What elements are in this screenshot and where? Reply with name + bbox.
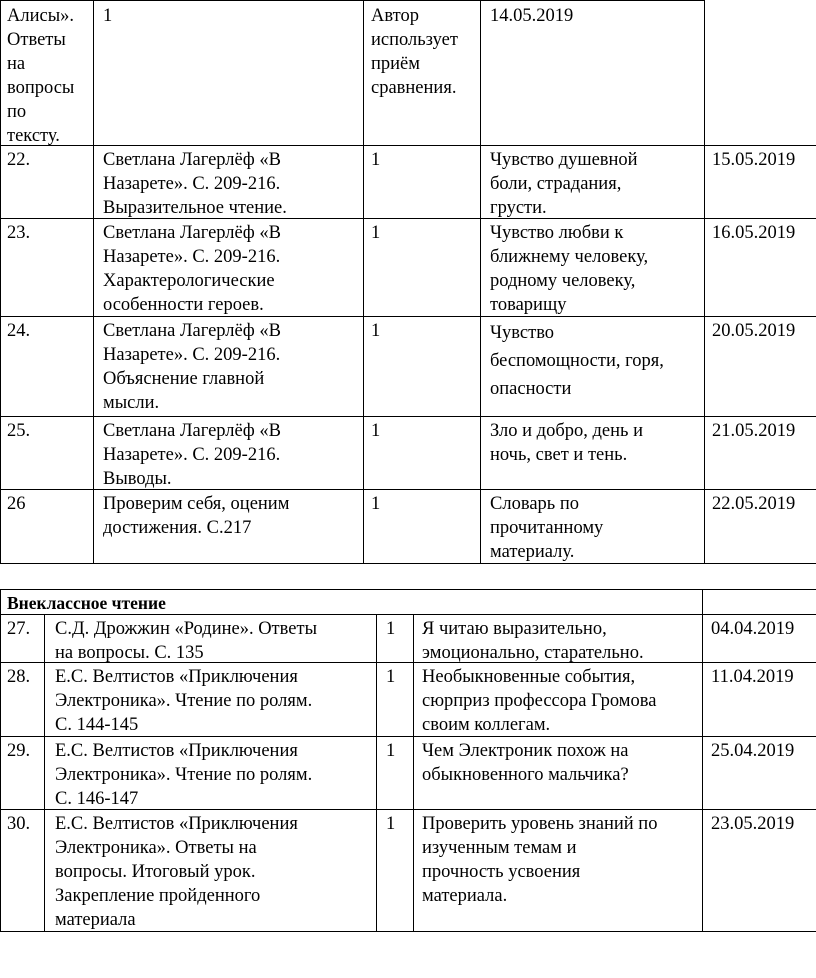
lesson-topic-cell: 1 — [103, 6, 113, 26]
section-title: Внеклассное чтение — [7, 593, 166, 613]
content-cell: Чувство беспомощности, горя, опасности — [490, 323, 664, 399]
lesson-number-cell: 25. — [7, 421, 31, 441]
date-cell: 16.05.2019 — [712, 223, 796, 243]
content-cell: Зло и добро, день и ночь, свет и тень. — [490, 421, 643, 465]
hours-cell: 1 — [371, 421, 381, 441]
content-cell: 14.05.2019 — [490, 6, 574, 26]
lesson-number-cell: 22. — [7, 150, 31, 170]
date-cell: 21.05.2019 — [712, 421, 796, 441]
lesson-topic-cell: Светлана Лагерлёф «В Назарете». С. 209-216. Объяснение главной мысли. — [103, 321, 281, 413]
hours-cell: 1 — [386, 667, 396, 687]
hours-cell: 1 — [371, 150, 381, 170]
hours-cell: 1 — [386, 619, 396, 639]
lesson-topic-cell: Светлана Лагерлёф «В Назарете». С. 209-216. Выразительное чтение. — [103, 150, 287, 218]
content-cell: Необыкновенные события, сюрприз профессора Громова своим коллегам. — [422, 667, 657, 735]
content-cell: Я читаю выразительно, эмоционально, старательно. — [422, 619, 644, 663]
hours-cell: 1 — [386, 814, 396, 834]
lesson-topic-cell: С.Д. Дрожжин «Родине». Ответы на вопросы. С. 135 — [55, 619, 317, 663]
date-cell: 22.05.2019 — [712, 494, 796, 514]
hours-cell: 1 — [371, 494, 381, 514]
content-cell: Чем Электроник похож на обыкновенного мальчика? — [422, 741, 629, 785]
date-cell: 11.04.2019 — [711, 667, 794, 687]
hours-cell: Автор использует приём сравнения. — [371, 6, 458, 98]
hours-cell: 1 — [371, 321, 381, 341]
lesson-topic-cell: Светлана Лагерлёф «В Назарете». С. 209-216. Характерологические особенности героев. — [103, 223, 281, 315]
content-cell: Чувство любви к ближнему человеку, родному человеку, товарищу — [490, 223, 649, 315]
date-cell: 20.05.2019 — [712, 321, 796, 341]
date-cell: 15.05.2019 — [712, 150, 796, 170]
lesson-number-cell: 27. — [7, 619, 31, 639]
hours-cell: 1 — [386, 741, 396, 761]
lesson-topic-cell: Е.С. Велтистов «Приключения Электроника». Чтение по ролям. С. 146-147 — [55, 741, 313, 809]
lesson-number-cell: Алисы». Ответы на вопросы по тексту. — [7, 6, 75, 146]
lesson-number-cell: 30. — [7, 814, 31, 834]
content-cell: Проверить уровень знаний по изученным темам и прочность усвоения материала. — [422, 814, 658, 906]
date-cell: 23.05.2019 — [711, 814, 795, 834]
content-cell: Чувство душевной боли, страдания, грусти. — [490, 150, 638, 218]
lesson-number-cell: 29. — [7, 741, 31, 761]
lesson-number-cell: 28. — [7, 667, 31, 687]
lesson-topic-cell: Е.С. Велтистов «Приключения Электроника». Ответы на вопросы. Итоговый урок. Закрепление пройденного материала — [55, 814, 298, 930]
content-cell: Словарь по прочитанному материалу. — [490, 494, 604, 562]
date-cell: 25.04.2019 — [711, 741, 795, 761]
lesson-topic-cell: Е.С. Велтистов «Приключения Электроника». Чтение по ролям. С. 144-145 — [55, 667, 313, 735]
lesson-topic-cell: Светлана Лагерлёф «В Назарете». С. 209-216. Выводы. — [103, 421, 281, 489]
hours-cell: 1 — [371, 223, 381, 243]
lesson-number-cell: 23. — [7, 223, 31, 243]
lesson-number-cell: 26 — [7, 494, 26, 514]
lesson-number-cell: 24. — [7, 321, 31, 341]
lesson-topic-cell: Проверим себя, оценим достижения. С.217 — [103, 494, 290, 538]
date-cell: 04.04.2019 — [711, 619, 795, 639]
